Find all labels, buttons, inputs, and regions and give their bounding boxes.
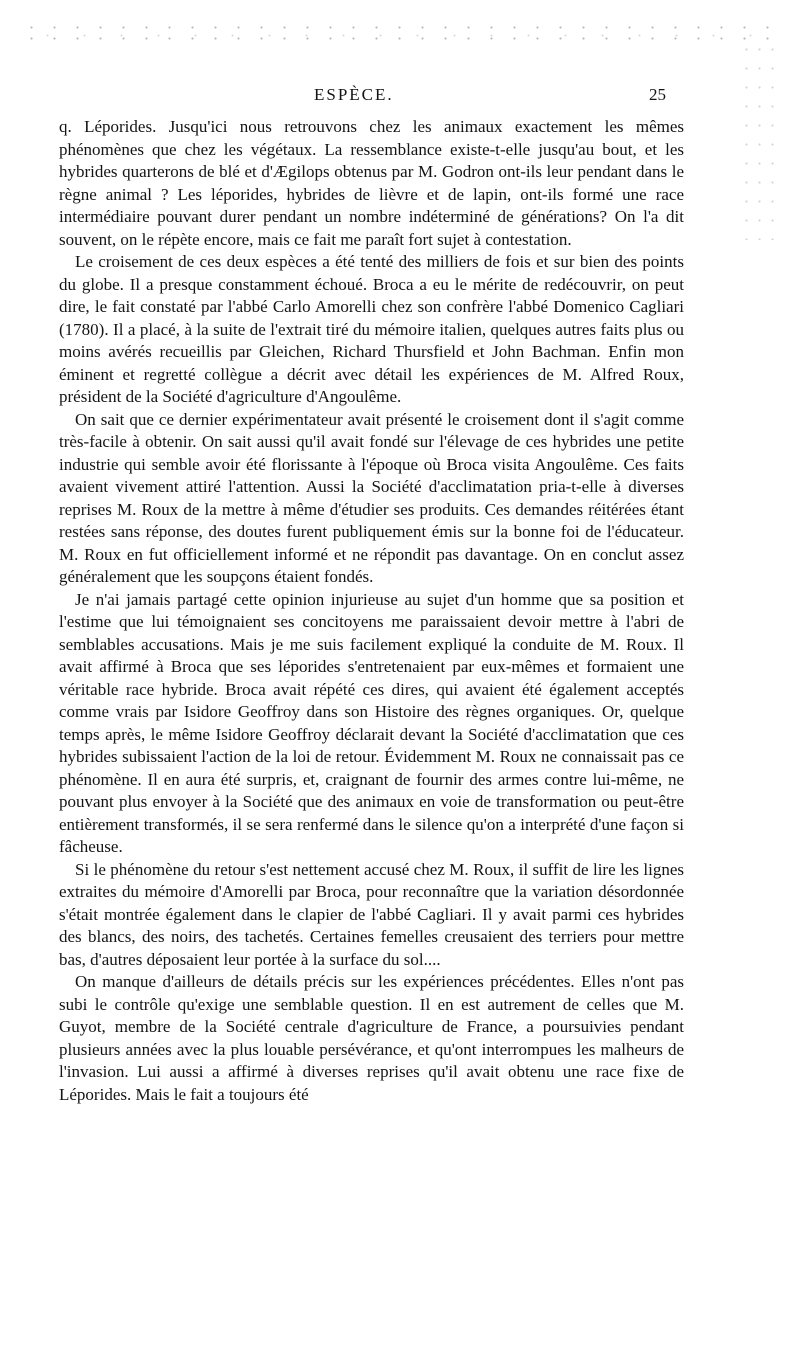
scan-noise — [20, 22, 780, 46]
page-body — [59, 116, 684, 1106]
paragraph: Le croisement de ces deux espèces a été tenté des milliers de fois et sur bien des points du globe. Il a presque constamment échoué. Broca a eu le mérite de redécouvrir, on peut dire, le fait constaté par l'abbé Carlo Amorelli chez son confrère l'abbé Domenico Cagliari (1780). Il a placé, à la suite de l'extrait tiré du mémoire italien, quelques autres faits plus ou moins avérés recueillis par Gleichen, Richard Thursfield et John Bachman. Enfin mon éminent et regretté collègue a décrit avec détail les expériences de M. Alfred Roux, président de la Société d'agriculture d'Angoulême. — [59, 252, 684, 406]
paragraph: Si le phénomène du retour s'est nettement accusé chez M. Roux, il suffit de lire les lignes extraites du mémoire d'Amorelli par Broca, pour reconnaître que la variation désordonnée s'était montrée également dans le clapier de l'abbé Cagliari. Il y avait parmi ces hybrides des blancs, des noirs, des tachetés. Certaines femelles creusaient des terriers pour mettre bas, d'autres déposaient leur portée à la surface du sol.... — [59, 859, 684, 969]
page-header — [0, 84, 800, 108]
scan-noise — [740, 40, 780, 240]
running-head: ESPÈCE. — [314, 85, 394, 104]
paragraph: On sait que ce dernier expérimentateur avait présenté le croisement dont il s'agit comme très-facile à obtenir. On sait aussi qu'il avait fondé sur l'élevage de ces hybrides une petite industrie qui semble avoir été florissante à l'époque où Broca visita Angoulême. Ces faits avaient vivement attiré l'attention. Aussi la Société d'acclimatation pria-t-elle à diverses reprises M. Roux de la mettre à même d'étudier ses produits. Ces demandes réitérées étant restées sans réponse, des doutes furent publiquement émis sur la bonne foi de l'éducateur. M. Roux en fut officiellement informé et ne répondit pas davantage. On en conclut assez généralement que les soupçons étaient fondés. — [59, 409, 684, 586]
page-number: 25 — [649, 85, 666, 104]
paragraph: q. Léporides. Jusqu'ici nous retrouvons chez les animaux exactement les mêmes phénomènes que chez les végétaux. La ressemblance existe-t-elle jusqu'au bout, et les hybrides quarterons de blé et d'Ægilops obtenus par M. Godron ont-ils leur pendant dans le règne animal ? Les léporides, hybrides de lièvre et de lapin, ont-ils formé une race intermédiaire pouvant durer pendant un nombre indéterminé de générations? On l'a dit souvent, on le répète encore, mais ce fait me paraît fort sujet à contestation. — [59, 117, 684, 249]
paragraph: Je n'ai jamais partagé cette opinion injurieuse au sujet d'un homme que sa position et l'estime que lui témoignaient ses concitoyens me paraissaient devoir mettre à l'abri de semblables accusations. Mais je me suis facilement expliqué la conduite de M. Roux. Il avait affirmé à Broca que ses léporides s'entretenaient par eux-mêmes et formaient une véritable race hybride. Broca avait répété ces dires, qui avaient été également acceptés comme vrais par Isidore Geoffroy dans son Histoire des règnes organiques. Or, quelque temps après, le même Isidore Geoffroy déclarait devant la Société d'acclimatation que ces hybrides subissaient l'action de la loi de retour. Évidemment M. Roux ne connaissait pas ce phénomène. Il en aura été surpris, et, craignant de fournir des armes contre lui-même, ne pouvant plus envoyer à la Société que des animaux en voie de transformation ou peut-être entièrement transformés, il se sera renfermé dans le silence qu'on a interprété d'une façon si fâcheuse. — [59, 589, 684, 856]
paragraph: On manque d'ailleurs de détails précis sur les expériences précédentes. Elles n'ont pas subi le contrôle qu'exige une semblable question. Il en est autrement de celles que M. Guyot, membre de la Société centrale d'agriculture de France, a poursuivies pendant plusieurs années avec la plus louable persévérance, et qu'ont interrompues les malheurs de l'invasion. Lui aussi a affirmé à diverses reprises qu'il avait obtenu une race fixe de Léporides. Mais le fait a toujours été — [59, 972, 684, 1104]
